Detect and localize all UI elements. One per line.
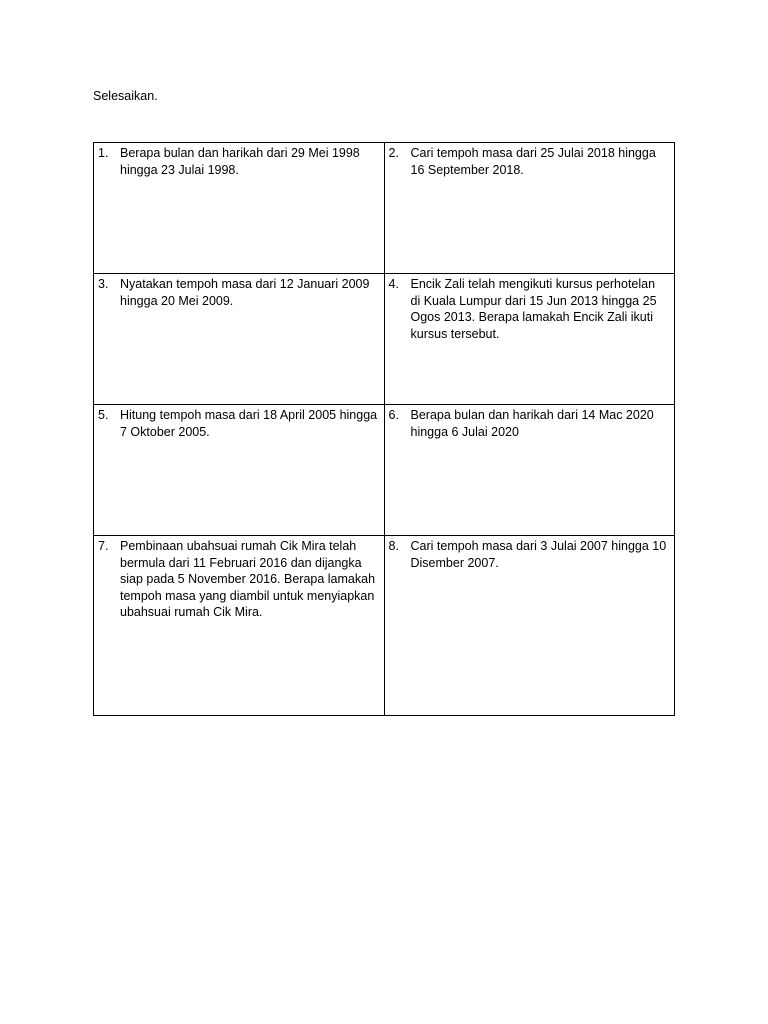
question-text: Encik Zali telah mengikuti kursus perhotelan di Kuala Lumpur dari 15 Jun 2013 hingga 25 Ogos 2013. Berapa lamakah Encik Zali ikuti kursus tersebut. bbox=[410, 277, 657, 341]
question-cell bbox=[94, 536, 385, 716]
question-number: 8. bbox=[388, 539, 399, 553]
question-cell bbox=[94, 274, 385, 405]
question-number: 7. bbox=[98, 539, 109, 553]
question-table bbox=[93, 142, 675, 716]
question-number: 3. bbox=[98, 277, 109, 291]
question-text: Hitung tempoh masa dari 18 April 2005 hingga 7 Oktober 2005. bbox=[120, 408, 378, 439]
question-cell bbox=[384, 274, 675, 405]
table-row bbox=[94, 405, 675, 536]
question-text: Cari tempoh masa dari 25 Julai 2018 hingga 16 September 2018. bbox=[410, 146, 656, 177]
question-cell bbox=[94, 405, 385, 536]
question-cell bbox=[94, 143, 385, 274]
question-number: 5. bbox=[98, 408, 109, 422]
question-number: 1. bbox=[98, 146, 109, 160]
table-row bbox=[94, 274, 675, 405]
question-text: Pembinaan ubahsuai rumah Cik Mira telah bermula dari 11 Februari 2016 dan dijangka siap pada 5 November 2016. Berapa lamakah tempoh masa yang diambil untuk menyiapkan ubahsuai rumah Cik Mira. bbox=[120, 539, 376, 619]
question-text: Nyatakan tempoh masa dari 12 Januari 2009 hingga 20 Mei 2009. bbox=[120, 277, 370, 308]
table-row bbox=[94, 536, 675, 716]
question-text: Berapa bulan dan harikah dari 29 Mei 1998 hingga 23 Julai 1998. bbox=[120, 146, 360, 177]
table-row bbox=[94, 143, 675, 274]
question-number: 2. bbox=[388, 146, 399, 160]
question-text: Berapa bulan dan harikah dari 14 Mac 2020 hingga 6 Julai 2020 bbox=[410, 408, 654, 439]
question-number: 4. bbox=[388, 277, 399, 291]
question-cell bbox=[384, 405, 675, 536]
instruction-text: Selesaikan. bbox=[93, 89, 158, 103]
question-cell bbox=[384, 143, 675, 274]
question-text: Cari tempoh masa dari 3 Julai 2007 hingga 10 Disember 2007. bbox=[410, 539, 667, 570]
question-cell bbox=[384, 536, 675, 716]
question-number: 6. bbox=[388, 408, 399, 422]
